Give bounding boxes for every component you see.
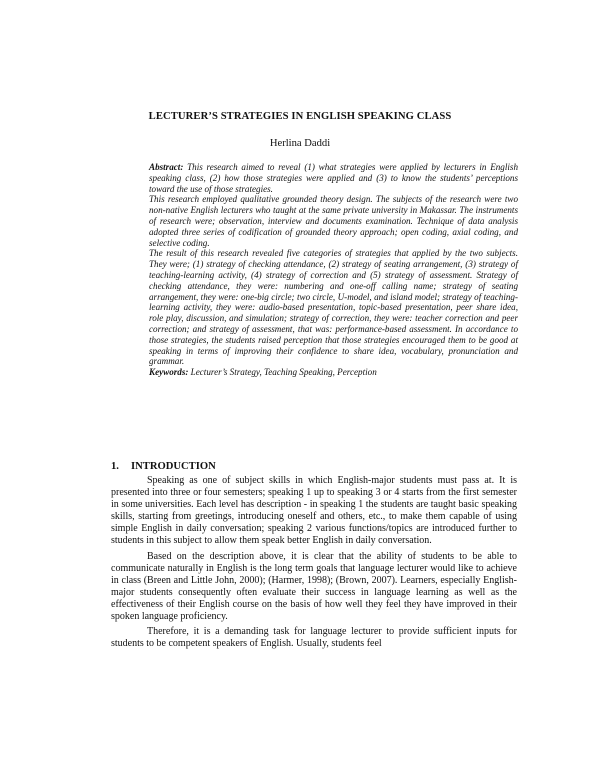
keywords-text: Lecturer’s Strategy, Teaching Speaking, Perception (188, 367, 377, 378)
abstract-block (149, 162, 518, 378)
section-number: 1. (111, 461, 119, 472)
keywords-label: Keywords: (149, 367, 189, 378)
body-paragraph: Based on the description above, it is clear that the ability of students to be able to communicate naturally in English is the long term goals that language lecturer would like to achieve in class (Breen and Little John, 2000); (Harmer, 1998); (Brown, 2007). Learners, especially English-major students consequently often evaluate their success in language learning as well as the effectiveness of their English course on the basis of how well they feel they have improved in their spoken language proficiency. (111, 550, 517, 623)
paper-title: LECTURER’S STRATEGIES IN ENGLISH SPEAKING CLASS (148, 111, 452, 122)
keywords-line (149, 367, 518, 378)
abstract-paragraph-3: The result of this research revealed five categories of strategies that applied by the two subjects. They were; (1) strategy of checking attendance, (2) strategy of seating arrangement, (3) strategy of teaching-learning activity, (4) strategy of correction and (5) strategy of assessment. Strategy of checking attendance, they were: numbering and one-off calling name; strategy of seating arrangement, they were: one-big circle; two circle, U-model, and island model; strategy of teaching-learning activity, they were: audio-based presentation, topic-based presentation, peer share idea, role play, discussion, and simulation; strategy of correction, they were: teacher correction and peer correction; and strategy of assessment, that was: performance-based assessment. In accordance to those strategies, the students raised perception that those strategies encouraged them to be good at speaking in terms of improving their confidence to share idea, vocabulary, pronunciation and grammar. (149, 248, 518, 367)
abstract-paragraph-1 (149, 162, 518, 194)
abstract-paragraph-2: This research employed qualitative grounded theory design. The subjects of the research were two non-native English lecturers who taught at the same private university in Makassar. The instruments of research were; observation, interview and documents examination. Technique of data analysis adopted three series of codification of grounded theory approach; open coding, axial coding, and selective coding. (149, 194, 518, 248)
section-title: INTRODUCTION (131, 461, 216, 472)
author-name: Herlina Daddi (269, 138, 331, 149)
body-paragraph: Therefore, it is a demanding task for language lecturer to provide sufficient inputs for students to be competent speakers of English. Usually, students feel (111, 626, 517, 650)
abstract-text-1: This research aimed to reveal (1) what strategies were applied by lecturers in English speaking class, (2) how those strategies were applied and (3) to know the students’ perceptions toward the use of those strategies. (149, 162, 518, 194)
abstract-label: Abstract: (149, 162, 184, 172)
section-heading (111, 461, 216, 472)
body-paragraph: Speaking as one of subject skills in which English-major students must pass at. It is presented into three or four semesters; speaking 1 up to speaking 3 or 4 starts from the first semester in some universities. Each level has description - in speaking 1 the students are taught basic speaking skills, starting from greetings, introducing oneself and others, etc., to make them capable of using simple English in daily conversation; speaking 2 various functions/topics are introduced further to students in this subject to allow them speak better English in daily conversation. (111, 475, 517, 547)
section-body (111, 475, 517, 653)
